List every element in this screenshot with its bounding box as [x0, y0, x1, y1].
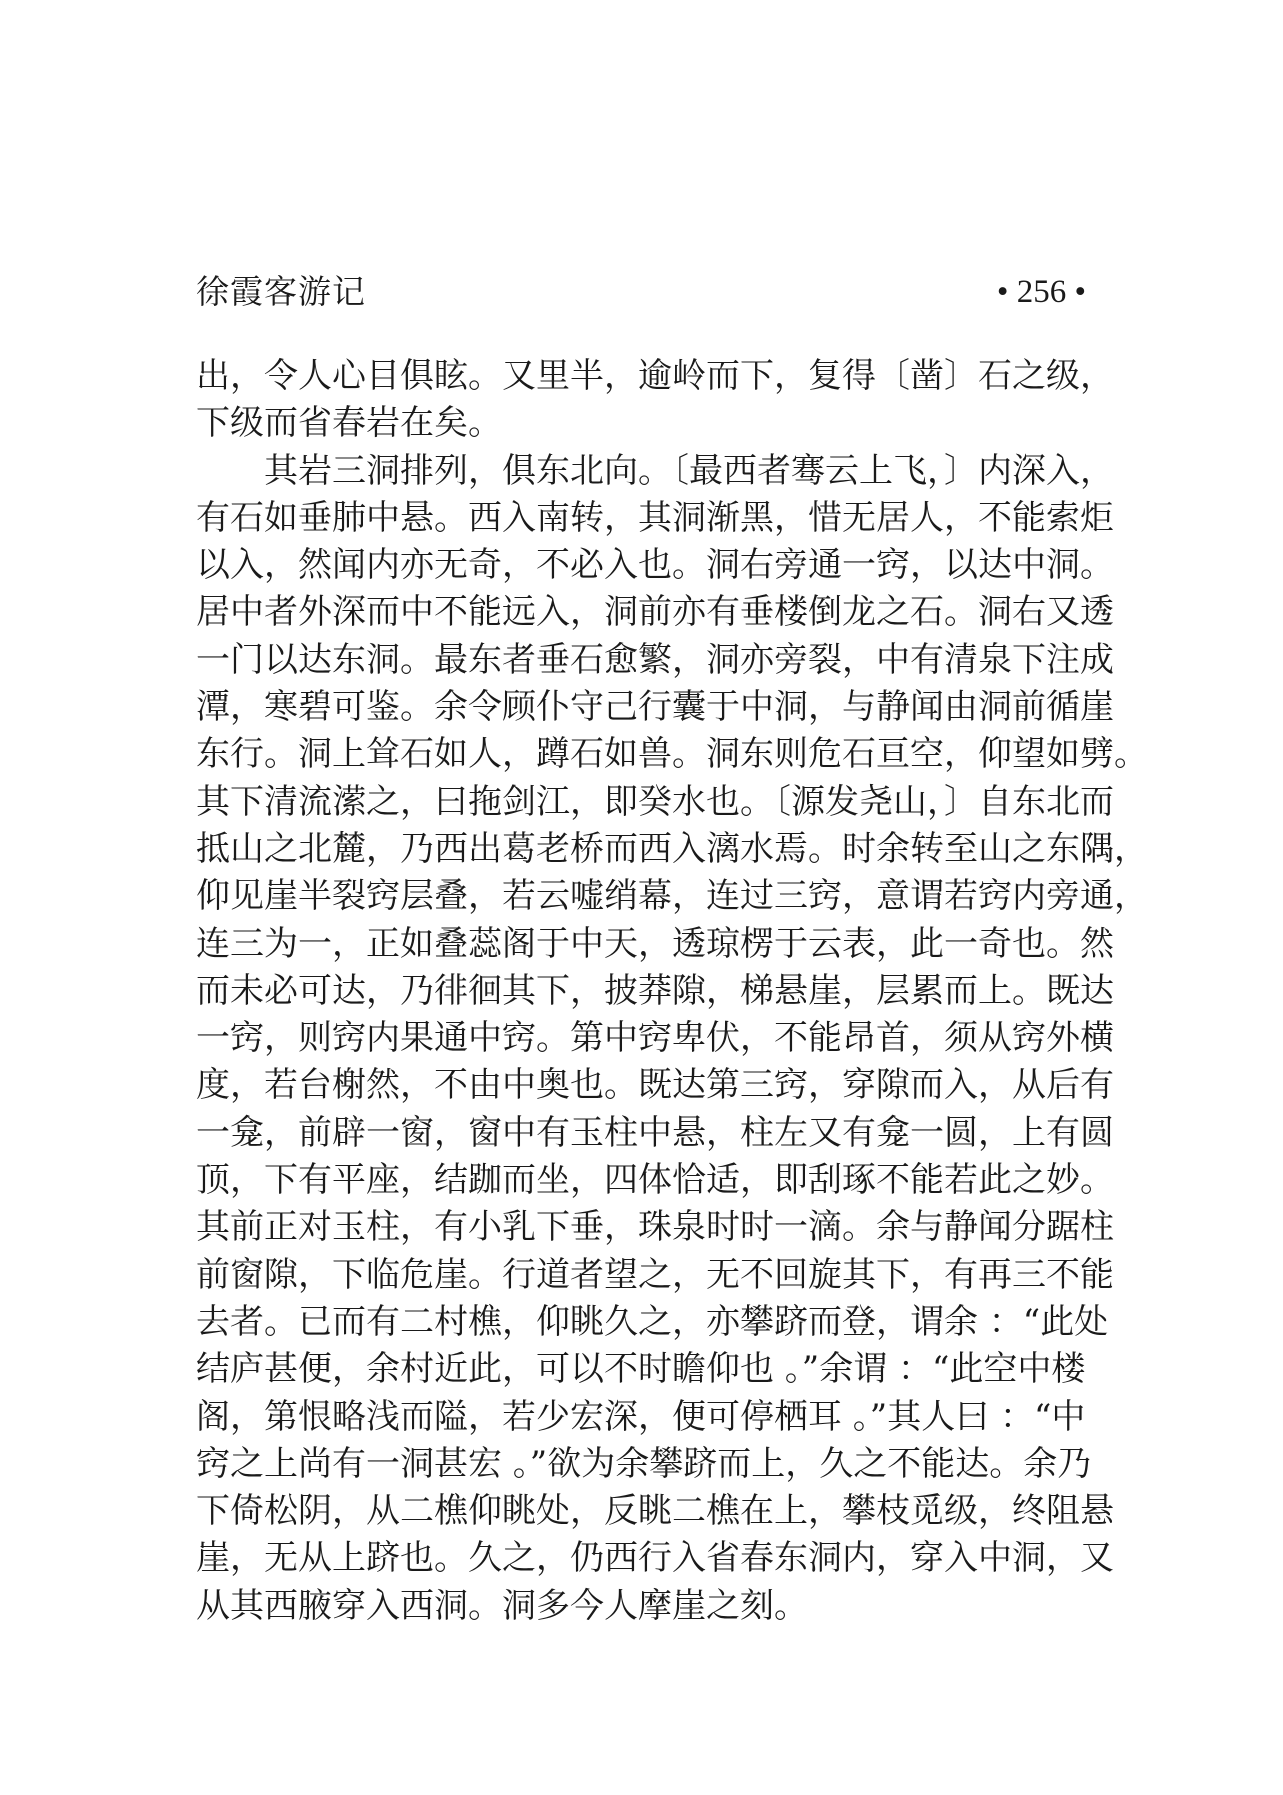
text-line: 其下清流潆之，曰拖剑江，即癸水也。〔源发尧山，〕自东北而 [196, 781, 1114, 822]
text-line: 潭，寒碧可鉴。余令顾仆守己行囊于中洞，与静闻由洞前循崖 [196, 687, 1114, 728]
text-line: 顶，下有平座，结跏而坐，四体恰适，即刮琢不能若此之妙。 [196, 1160, 1114, 1201]
text-line: 居中者外深而中不能远入，洞前亦有垂楼倒龙之石。洞右又透 [196, 592, 1114, 633]
text-line: 度，若台榭然，不由中奥也。既达第三窍，穿隙而入，从后有 [196, 1065, 1114, 1106]
text-line: 前窗隙，下临危崖。行道者望之，无不回旋其下，有再三不能 [196, 1254, 1114, 1295]
text-line: 从其西腋穿入西洞。洞多今人摩崖之刻。 [196, 1585, 808, 1626]
text-line: 一门以达东洞。最东者垂石愈繁，洞亦旁裂，中有清泉下注成 [196, 639, 1114, 680]
text-line: 窍之上尚有一洞甚宏 。”欲为余攀跻而上，久之不能达。余乃 [196, 1443, 1092, 1484]
paragraph [196, 448, 1148, 1678]
text-line: 去者。已而有二村樵，仰眺久之，亦攀跻而登，谓余 ：“此处 [196, 1301, 1109, 1342]
text-line: 崖，无从上跻也。久之，仍西行入省春东洞内，穿入中洞，又 [196, 1538, 1114, 1579]
paragraph [196, 353, 1114, 448]
page-number: • 256 • [996, 274, 1086, 310]
text-line: 东行。洞上耸石如人，蹲石如兽。洞东则危石亘空，仰望如劈。 [196, 734, 1148, 775]
text-line: 出，令人心目俱眩。又里半，逾岭而下，复得〔凿〕石之级， [196, 356, 1114, 396]
text-line: 有石如垂肺中悬。西入南转，其洞渐黑，惜无居人，不能索炬 [196, 497, 1114, 538]
book-title: 徐霞客游记 [196, 272, 366, 311]
body-text [196, 353, 1148, 1677]
text-line: 其岩三洞排列，俱东北向。〔最西者骞云上飞，〕内深入， [264, 450, 1114, 491]
text-line: 阁，第恨略浅而隘，若少宏深，便可停栖耳 。”其人曰 ：“中 [196, 1396, 1086, 1437]
text-line: 而未必可达，乃徘徊其下，披莽隙，梯悬崖，层累而上。既达 [196, 970, 1114, 1011]
text-line: 仰见崖半裂窍层叠，若云嘘绡幕，连过三窍，意谓若窍内旁通， [196, 876, 1148, 917]
text-line: 抵山之北麓，乃西出葛老桥而西入漓水焉。时余转至山之东隅， [196, 828, 1148, 869]
text-line: 其前正对玉柱，有小乳下垂，珠泉时时一滴。余与静闻分踞柱 [196, 1207, 1114, 1248]
page-header [196, 270, 1086, 314]
text-line: 一窍，则窍内果通中窍。第中窍卑伏，不能昂首，须从窍外横 [196, 1018, 1114, 1059]
text-line: 下倚松阴，从二樵仰眺处，反眺二樵在上，攀枝觅级，终阻悬 [196, 1491, 1114, 1532]
text-line [196, 1630, 1101, 1677]
text-line: 连三为一，正如叠蕊阁于中天，透琼楞于云表，此一奇也。然 [196, 923, 1114, 964]
text-line: 下级而省春岩在矣。 [196, 403, 502, 444]
text-line: 以入，然闻内亦无奇，不必入也。洞右旁通一窍，以达中洞。 [196, 545, 1114, 586]
text-line: 一龛，前辟一窗，窗中有玉柱中悬，柱左又有龛一圆，上有圆 [196, 1112, 1114, 1153]
text-line: 结庐甚便，余村近此，可以不时瞻仰也 。”余谓 ：“此空中楼 [196, 1349, 1086, 1390]
